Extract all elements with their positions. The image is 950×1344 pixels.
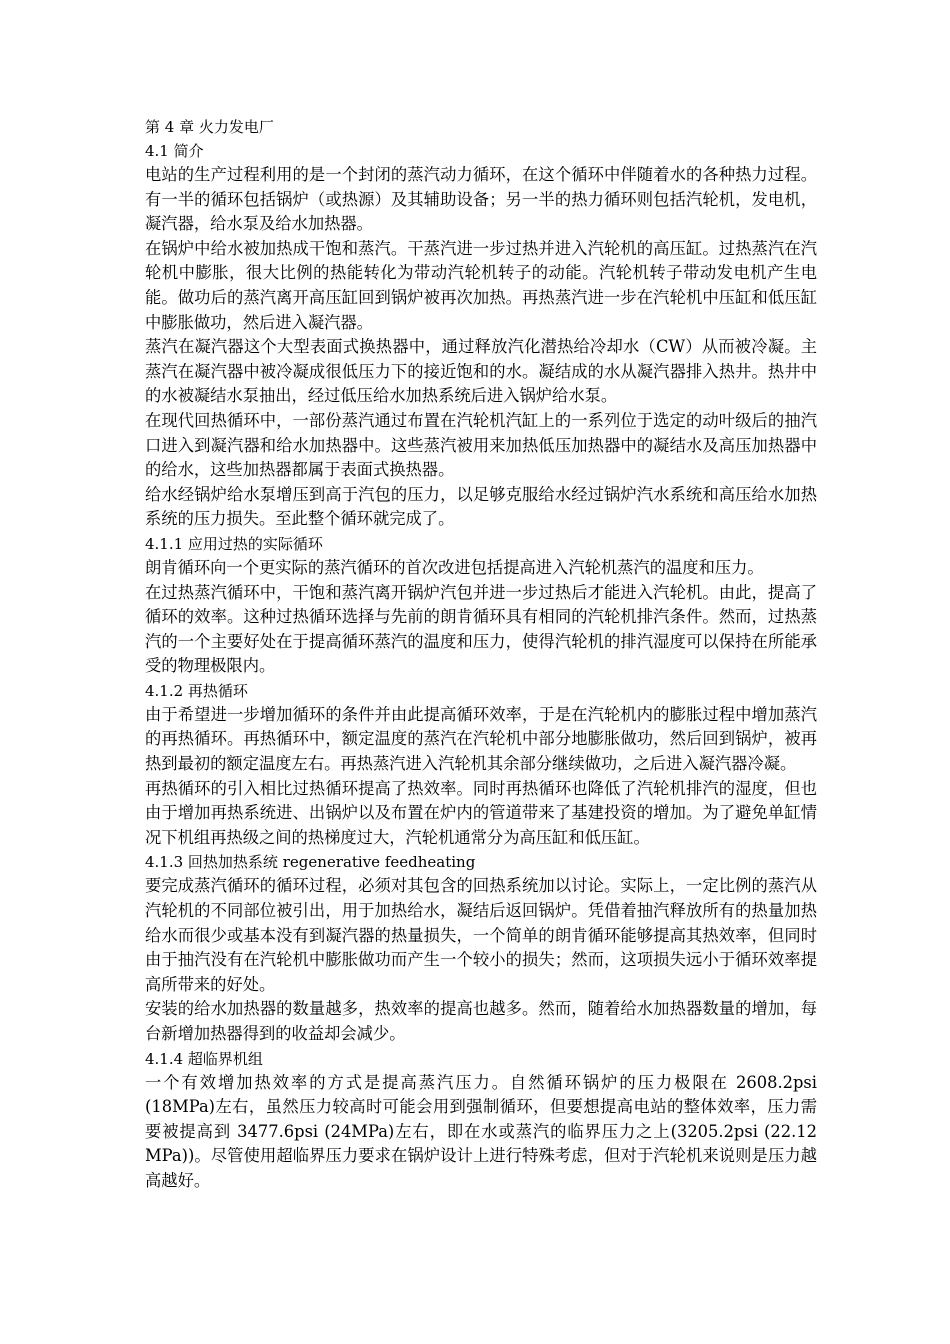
paragraph: 电站的生产过程利用的是一个封闭的蒸汽动力循环，在这个循环中伴随着水的各种热力过程。有一半的循环包括锅炉（或热源）及其辅助设备；另一半的热力循环则包括汽轮机，发电机，凝汽器，给水泵及给水加热器。 [145, 165, 817, 234]
section-heading: 4.1.2 再热循环 [145, 681, 248, 700]
paragraph: 由于希望进一步增加循环的条件并由此提高循环效率，于是在汽轮机内的膨胀过程中增加蒸汽的再热循环。再热循环中，额定温度的蒸汽在汽轮机中部分地膨胀做功，然后回到锅炉，被再热到最初的额定温度左右。再热蒸汽进入汽轮机其余部分继续做功，之后进入凝汽器冷凝。 [145, 704, 817, 774]
paragraph: 给水经锅炉给水泵增压到高于汽包的压力，以足够克服给水经过锅炉汽水系统和高压给水加热系统的压力损失。至此整个循环就完成了。 [145, 484, 817, 529]
section-4-1-2 [145, 679, 817, 851]
section-4-1-4 [145, 1047, 817, 1194]
paragraph: 在锅炉中给水被加热成干饱和蒸汽。干蒸汽进一步过热并进入汽轮机的高压缸。过热蒸汽在汽轮机中膨胀，很大比例的热能转化为带动汽轮机转子的动能。汽轮机转子带动发电机产生电能。做功后的蒸汽离开高压缸回到锅炉被再次加热。再热蒸汽进一步在汽轮机中压缸和低压缸中膨胀做功，然后进入凝汽器。 [145, 238, 817, 332]
section-heading: 4.1.1 应用过热的实际循环 [145, 534, 323, 553]
section-4-1-3 [145, 850, 817, 1046]
paragraph: 再热循环的引入相比过热循环提高了热效率。同时再热循环也降低了汽轮机排汽的湿度，但也由于增加再热系统进、出锅炉以及布置在炉内的管道带来了基建投资的增加。为了避免单缸情况下机组再热级之间的热梯度过大，汽轮机通常分为高压缸和低压缸。 [145, 778, 817, 847]
paragraph: 安装的给水加热器的数量越多，热效率的提高也越多。然而，随着给水加热器数量的增加，每台新增加热器得到的收益却会减少。 [145, 999, 817, 1043]
paragraph: 在现代回热循环中，一部份蒸汽通过布置在汽轮机汽缸上的一系列位于选定的动叶级后的抽汽口进入到凝汽器和给水加热器中。这些蒸汽被用来加热低压加热器中的凝结水及高压加热器中的给水，这些加热器都属于表面式换热器。 [145, 410, 817, 480]
section-heading: 4.1.3 回热加热系统 regenerative feedheating [145, 853, 476, 872]
section-4-1 [145, 139, 817, 532]
section-4-1-1 [145, 532, 817, 679]
section-heading: 4.1.4 超临界机组 [145, 1049, 263, 1068]
paragraph: 一个有效增加热效率的方式是提高蒸汽压力。自然循环锅炉的压力极限在 2608.2psi (18MPa)左右，虽然压力较高时可能会用到强制循环，但要想提高电站的整体效率，压力需要被提高到 3477.6psi (24MPa)左右，即在水或蒸汽的临界压力之上(3205.2psi (22.12 MPa))。尽管使用超临界压力要求在锅炉设计上进行特殊考虑，但对于汽轮机来说则是压力越高越好。 [145, 1072, 817, 1190]
chapter-title: 第 4 章 火力发电厂 [145, 118, 274, 136]
paragraph: 在过热蒸汽循环中，干饱和蒸汽离开锅炉汽包并进一步过热后才能进入汽轮机。由此，提高了循环的效率。这种过热循环选择与先前的朗肯循环具有相同的汽轮机排汽条件。然而，过热蒸汽的一个主要好处在于提高循环蒸汽的温度和压力，使得汽轮机的排汽湿度可以保持在所能承受的物理极限内。 [145, 582, 817, 676]
section-heading: 4.1 简介 [145, 142, 204, 160]
paragraph: 要完成蒸汽循环的循环过程，必须对其包含的回热系统加以讨论。实际上，一定比例的蒸汽从汽轮机的不同部位被引出，用于加热给水，凝结后返回锅炉。凭借着抽汽释放所有的热量加热给水而很少或基本没有到凝汽器的热量损失，一个简单的朗肯循环能够提高其热效率，但同时由于抽汽没有在汽轮机中膨胀做功而产生一个较小的损失；然而，这项损失远小于循环效率提高所带来的好处。 [145, 876, 817, 994]
paragraph: 朗肯循环向一个更实际的蒸汽循环的首次改进包括提高进入汽轮机蒸汽的温度和压力。 [145, 557, 764, 577]
paragraph: 蒸汽在凝汽器这个大型表面式换热器中，通过释放汽化潜热给冷却水（CW）从而被冷凝。主蒸汽在凝汽器中被冷凝成很低压力下的接近饱和的水。凝结成的水从凝汽器排入热井。热井中的水被凝结水泵抽出，经过低压给水加热系统后进入锅炉给水泵。 [145, 337, 817, 406]
document-page [145, 115, 817, 1194]
